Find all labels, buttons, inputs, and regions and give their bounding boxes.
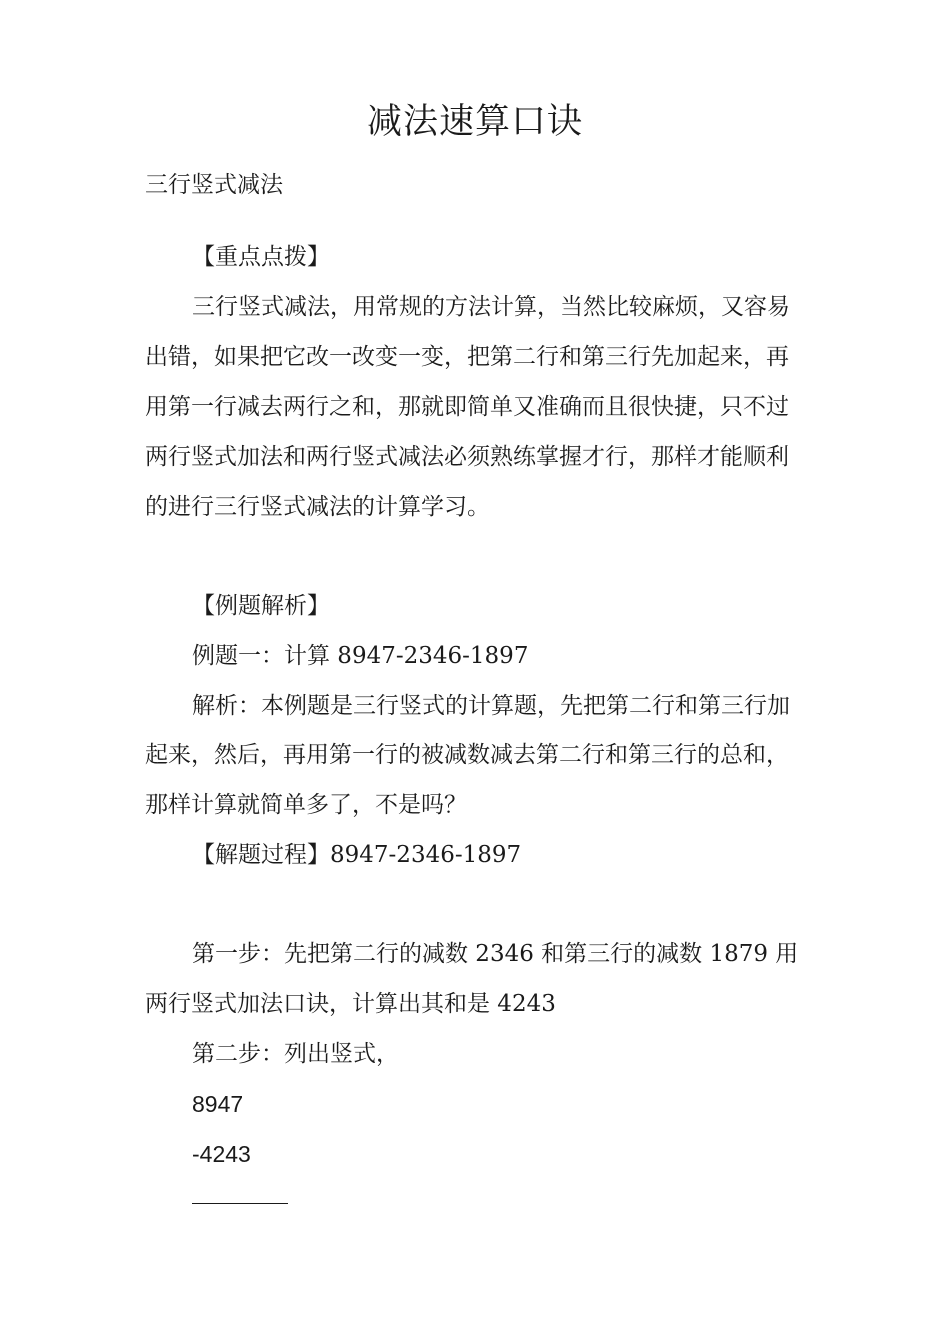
vertical-subtrahend: -4243 bbox=[192, 1141, 251, 1167]
paragraph-line: 起来，然后，再用第一行的被减数减去第二行和第三行的总和， bbox=[145, 742, 789, 768]
paragraph-line: 那样计算就简单多了，不是吗？ bbox=[145, 792, 467, 818]
paragraph-line: 用第一行减去两行之和，那就即简单又准确而且很快捷，只不过 bbox=[145, 394, 789, 420]
paragraph-line: 三行竖式减法，用常规的方法计算，当然比较麻烦，又容易 bbox=[192, 294, 790, 320]
section-heading-key-points: 【重点点拨】 bbox=[192, 244, 330, 270]
paragraph-line: 解析：本例题是三行竖式的计算题，先把第二行和第三行加 bbox=[192, 693, 790, 719]
paragraph-line: 两行竖式加法和两行竖式减法必须熟练掌握才行，那样才能顺利 bbox=[145, 444, 789, 470]
paragraph-line: 出错，如果把它改一改变一变，把第二行和第三行先加起来，再 bbox=[145, 344, 789, 370]
example-one: 例题一：计算 8947-2346-1897 bbox=[192, 643, 529, 669]
vertical-minuend: 8947 bbox=[192, 1091, 244, 1117]
page-title: 减法速算口诀 bbox=[366, 102, 583, 142]
solution-process: 【解题过程】8947-2346-1897 bbox=[192, 842, 522, 868]
paragraph-line: 第一步：先把第二行的减数 2346 和第三行的减数 1879 用 bbox=[192, 941, 799, 967]
subtitle: 三行竖式减法 bbox=[145, 172, 283, 198]
vertical-rule bbox=[192, 1203, 288, 1204]
section-heading-examples: 【例题解析】 bbox=[192, 593, 330, 619]
paragraph-line: 两行竖式加法口诀，计算出其和是 4243 bbox=[145, 991, 556, 1017]
paragraph-line: 的进行三行竖式减法的计算学习。 bbox=[145, 494, 490, 520]
step-two: 第二步：列出竖式， bbox=[192, 1041, 399, 1067]
